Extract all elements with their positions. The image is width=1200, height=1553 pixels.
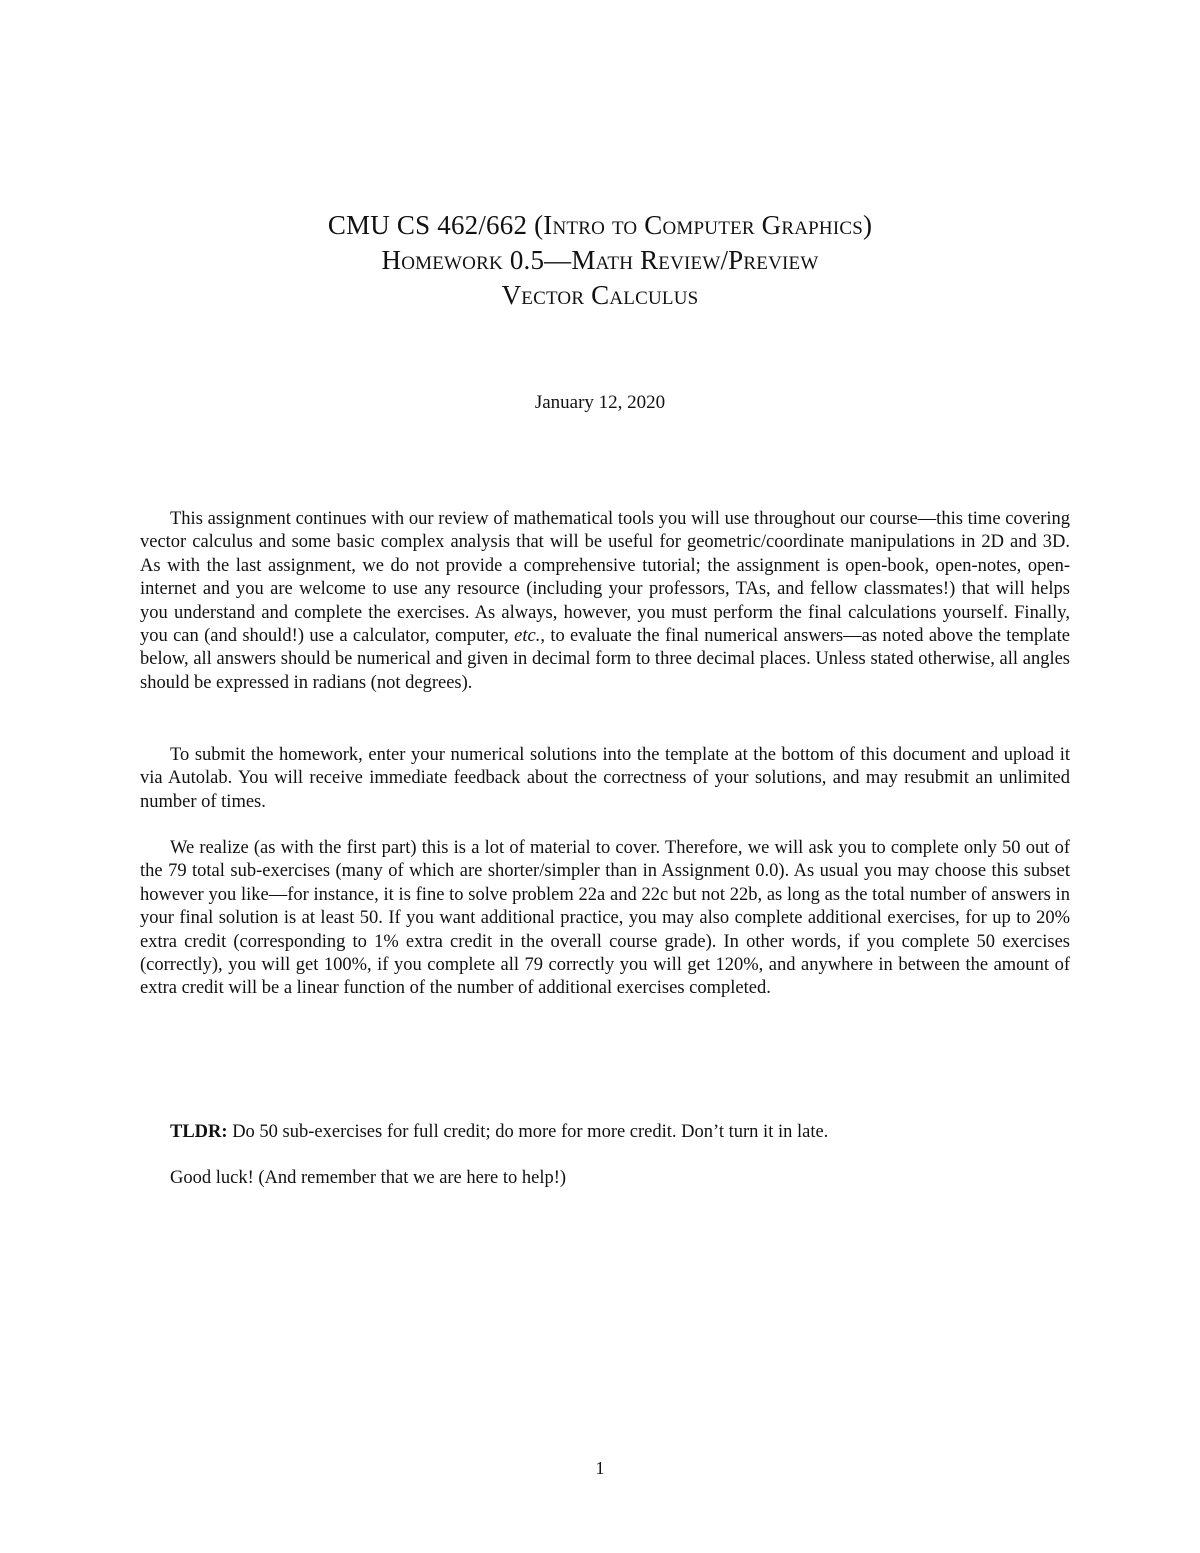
intro-paragraph [140,508,1070,695]
submission-paragraph [140,744,1070,814]
good-luck-line: Good luck! (And remember that we are here to help!) [170,1168,567,1188]
page-number: 1 [595,1458,605,1478]
tldr-label: TLDR: [170,1122,228,1142]
course-title: CMU CS 462/662 (Intro to Computer Graphics) [327,210,873,240]
tldr-text: Do 50 sub-exercises for full credit; do more for more credit. Don’t turn it in late. [227,1122,829,1142]
document-title [0,208,1200,313]
submission-text: To submit the homework, enter your numerical solutions into the template at the bottom of this document and upload it via Autolab. You will receive immediate feedback about the correctness of your solutions, and may resubmit an unlimited number of times. [140,745,1070,812]
homework-title: Homework 0.5—Math Review/Preview [381,245,819,275]
intro-text-part2: , to evaluate the final numerical answers—as noted above the template below, all answers should be numerical and given in decimal form to three decimal places. Unless stated otherwise, all angles should be expressed in radians (not degrees). [140,626,1070,693]
intro-text-part1: This assignment continues with our review of mathematical tools you will use throughout our course—this time covering vector calculus and some basic complex analysis that will be useful for geometric/coordinate manipulations in 2D and 3D. As with the last assignment, we do not provide a comprehensive tutorial; the assignment is open-book, open-notes, open-internet and you are welcome to use any resource (including your professors, TAs, and fellow classmates!) that will helps you understand and complete the exercises. As always, however, you must perform the final calculations yourself. Finally, you can (and should!) use a calculator, computer, [140,509,1070,647]
tldr-line [170,1120,1070,1144]
grading-text: We realize (as with the first part) this is a lot of material to cover. Therefore, we will ask you to complete only 50 out of the 79 total sub-exercises (many of which are shorter/simpler than in Assignment 0.0). As usual you may choose this subset however you like—for instance, it is fine to solve problem 22a and 22c but not 22b, as long as the total number of answers in your final solution is at least 50. If you want additional practice, you may also complete additional exercises, for up to 20% extra credit (corresponding to 1% extra credit in the overall course grade). In other words, if you complete 50 exercises (correctly), you will get 100%, if you complete all 79 correctly you will get 120%, and anywhere in between the amount of extra credit will be a linear function of the number of additional exercises completed. [140,838,1070,999]
topic-title: Vector Calculus [501,280,699,310]
grading-paragraph [140,837,1070,1001]
etc-italic: etc. [514,626,541,647]
document-date: January 12, 2020 [534,392,666,413]
